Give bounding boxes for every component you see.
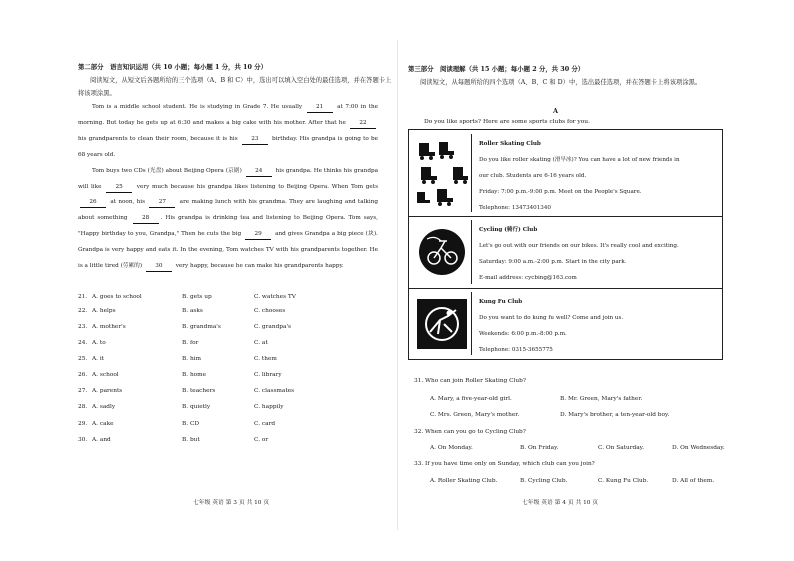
option-c: C. happily: [254, 404, 284, 410]
option-c: C. at: [254, 340, 268, 346]
passage-paragraph: [78, 164, 378, 275]
passage-text: are making lunch with his grandma. They are laughing and talking about something: [78, 199, 378, 222]
option-c: C. card: [254, 421, 276, 427]
right-instruction: 阅读短文，从每题所给的四个选项（A、B、C 和 D）中，选出最佳选项，并在答题卡上将该项涂黑。: [420, 79, 702, 86]
question-33-option-c: C. Kung Fu Club.: [598, 478, 649, 484]
blank-28: 28: [133, 214, 159, 224]
question-row-28: [78, 404, 378, 416]
club-line: Let's go out with our friends on our bikes. It's really cool and exciting.: [479, 243, 679, 249]
passage-text: very much because his grandpa likes listening to Beijing Opera. When Tom gets: [134, 183, 378, 190]
roller-skates-image: [413, 134, 472, 212]
passage-text: and gives Grandpa a big piece (块). Grandpa is very happy and eats it. In the evening, Tom watches TV with his grandparents together. He is a little tired (劳累的): [78, 231, 378, 270]
question-number: 28.: [78, 404, 88, 410]
question-row-25: [78, 356, 378, 368]
option-c: C. them: [254, 356, 277, 362]
option-a: A. parents: [92, 388, 123, 394]
question-33-option-d: D. All of them.: [672, 478, 715, 484]
option-b: B. quietly: [182, 404, 211, 410]
question-number: 26.: [78, 372, 88, 378]
question-33-option-b: B. Cycling Club.: [520, 478, 568, 484]
question-row-26: [78, 372, 378, 384]
option-b: B. teachers: [182, 388, 216, 394]
club-line: our club. Students are 6-16 years old.: [479, 173, 587, 179]
option-c: C. grandpa's: [254, 324, 292, 330]
clubs-table: [408, 129, 723, 360]
question-32-option-a: A. On Monday.: [430, 445, 473, 451]
question-31-option-c: C. Mrs. Green, Mary's mother.: [430, 412, 520, 418]
club-row-kung-fu: [409, 288, 722, 359]
option-b: B. him: [182, 356, 202, 362]
question-number: 21.: [78, 294, 88, 300]
kung-fu-icon: [416, 298, 468, 350]
question-33-option-a: A. Roller Skating Club.: [430, 478, 498, 484]
question-31-option-a: A. Mary, a five-year-old girl.: [430, 396, 512, 402]
question-number: 23.: [78, 324, 88, 330]
option-a: A. sadly: [92, 404, 116, 410]
question-number: 22.: [78, 308, 88, 314]
option-c: C. chooses: [254, 308, 286, 314]
club-line: Do you want to do kung fu well? Come and join us.: [479, 315, 624, 321]
question-row-30: [78, 437, 378, 449]
blank-22: 22: [350, 119, 376, 129]
passage-text: at 7:00 in the morning. But today he gets up at 6:30 and makes a big cake with his mother. After that he: [78, 104, 378, 126]
club-line: E-mail address: cycbing@163.com: [479, 275, 577, 281]
question-row-21: [78, 294, 378, 306]
club-line: Do you like roller skating (滑旱冰)? You can have a lot of new friends in: [479, 157, 680, 163]
blank-21: 21: [307, 103, 333, 113]
cycling-icon: [417, 227, 467, 277]
blank-24: 24: [246, 167, 272, 177]
left-passage: [78, 100, 378, 275]
page-divider: [397, 40, 398, 530]
question-number: 25.: [78, 356, 88, 362]
club-row-roller-skating: [409, 130, 722, 217]
question-row-22: [78, 308, 378, 320]
blank-26: 26: [80, 198, 106, 208]
club-name: Kung Fu Club: [479, 299, 523, 305]
passage-label: A: [553, 107, 559, 115]
blank-29: 29: [245, 230, 271, 240]
kung-fu-info: [479, 294, 716, 358]
roller-skating-info: [479, 136, 716, 216]
option-b: B. CD: [182, 421, 200, 427]
option-c: C. or: [254, 437, 269, 443]
passage-text: Tom buys two CDs (光盘) about Beijing Opera (京剧): [92, 167, 244, 174]
option-a: A. school: [92, 372, 119, 378]
question-number: 27.: [78, 388, 88, 394]
option-b: B. but: [182, 437, 200, 443]
passage-text: at noon, his: [108, 199, 148, 206]
passage-text: birthday. His grandpa is going to be 68 years old.: [78, 135, 378, 158]
option-b: B. grandma's: [182, 324, 221, 330]
left-instruction: 阅读短文，从短文后各题所给的三个选项（A、B 和 C）中，选出可以填入空白处的最佳选项，并在答题卡上将该项涂黑。: [78, 77, 392, 97]
option-c: C. library: [254, 372, 282, 378]
question-32-option-b: B. On Friday.: [520, 445, 559, 451]
left-page-footer: 七年级 英语 第 3 页 共 10 页: [193, 500, 270, 506]
option-a: A. helps: [92, 308, 116, 314]
cycling-image: [413, 220, 472, 284]
question-32-option-c: C. On Saturday.: [598, 445, 645, 451]
club-name: Roller Skating Club: [479, 141, 541, 147]
club-line: Saturday: 9:00 a.m.-2:00 p.m. Start in the city park.: [479, 259, 627, 265]
kung-fu-image: [413, 292, 472, 355]
blank-27: 27: [149, 198, 175, 208]
option-a: A. to: [92, 340, 106, 346]
blank-23: 23: [242, 135, 268, 145]
option-a: A. it: [92, 356, 105, 362]
passage-intro: Do you like sports? Here are some sports clubs for you.: [424, 119, 590, 125]
passage-text: his grandpa. He thinks his grandpa will like: [78, 167, 379, 190]
option-c: C. classmates: [254, 388, 295, 394]
club-line: Telephone: 0315-3655775: [479, 347, 553, 353]
club-name: Cycling (骑行) Club: [479, 227, 538, 233]
question-31-option-b: B. Mr. Green, Mary's father.: [560, 396, 643, 402]
right-page-footer: 七年级 英语 第 4 页 共 10 页: [522, 500, 599, 506]
passage-text: very happy, because he can make his grandparents happy.: [173, 263, 344, 270]
option-b: B. gets up: [182, 294, 212, 300]
question-number: 29.: [78, 421, 88, 427]
roller-skates-icon: [415, 137, 469, 209]
question-row-27: [78, 388, 378, 400]
blank-25: 25: [106, 183, 132, 193]
passage-text: his grandparents to clean their room, because it is his: [78, 135, 240, 142]
option-b: B. asks: [182, 308, 203, 314]
option-a: A. goes to school: [92, 294, 142, 300]
option-b: B. for: [182, 340, 199, 346]
option-a: A. and: [92, 437, 111, 443]
right-section-title: 第三部分 阅读理解（共 15 小题；每小题 2 分，共 30 分）: [408, 65, 585, 73]
question-row-29: [78, 421, 378, 433]
question-32-option-d: D. On Wednesday.: [672, 445, 725, 451]
club-row-cycling: [409, 216, 722, 289]
option-c: C. watches TV: [254, 294, 296, 300]
left-section-title: 第二部分 语言知识运用（共 10 小题；每小题 1 分，共 10 分）: [78, 63, 267, 71]
club-line: Weekends: 6:00 p.m.-8:00 p.m.: [479, 331, 567, 337]
blank-30: 30: [146, 262, 172, 272]
passage-text: . His grandpa is drinking tea and listening to Beijing Opera. Tom says, "Happy birthday to you, Grandpa," Then he cuts the big: [78, 215, 378, 238]
question-32-stem: 32. When can you go to Cycling Club?: [414, 429, 526, 435]
club-line: Friday: 7:00 p.m.-9:00 p.m. Meet on the People's Square.: [479, 189, 642, 195]
passage-text: Tom is a middle school student. He is studying in Grade 7. He usually: [92, 104, 305, 110]
question-row-23: [78, 324, 378, 336]
option-a: A. mother's: [92, 324, 126, 330]
club-line: Telephone: 13473401340: [479, 205, 551, 211]
question-33-stem: 33. If you have time only on Sunday, which club can you join?: [414, 461, 595, 467]
option-b: B. home: [182, 372, 207, 378]
cycling-info: [479, 222, 716, 286]
question-number: 24.: [78, 340, 88, 346]
option-a: A. cake: [92, 421, 114, 427]
passage-paragraph: [78, 100, 378, 164]
question-31-stem: 31. Who can join Roller Skating Club?: [414, 378, 526, 384]
question-number: 30.: [78, 437, 88, 443]
question-row-24: [78, 340, 378, 352]
question-31-option-d: D. Mary's brother, a ten-year-old boy.: [560, 412, 670, 418]
